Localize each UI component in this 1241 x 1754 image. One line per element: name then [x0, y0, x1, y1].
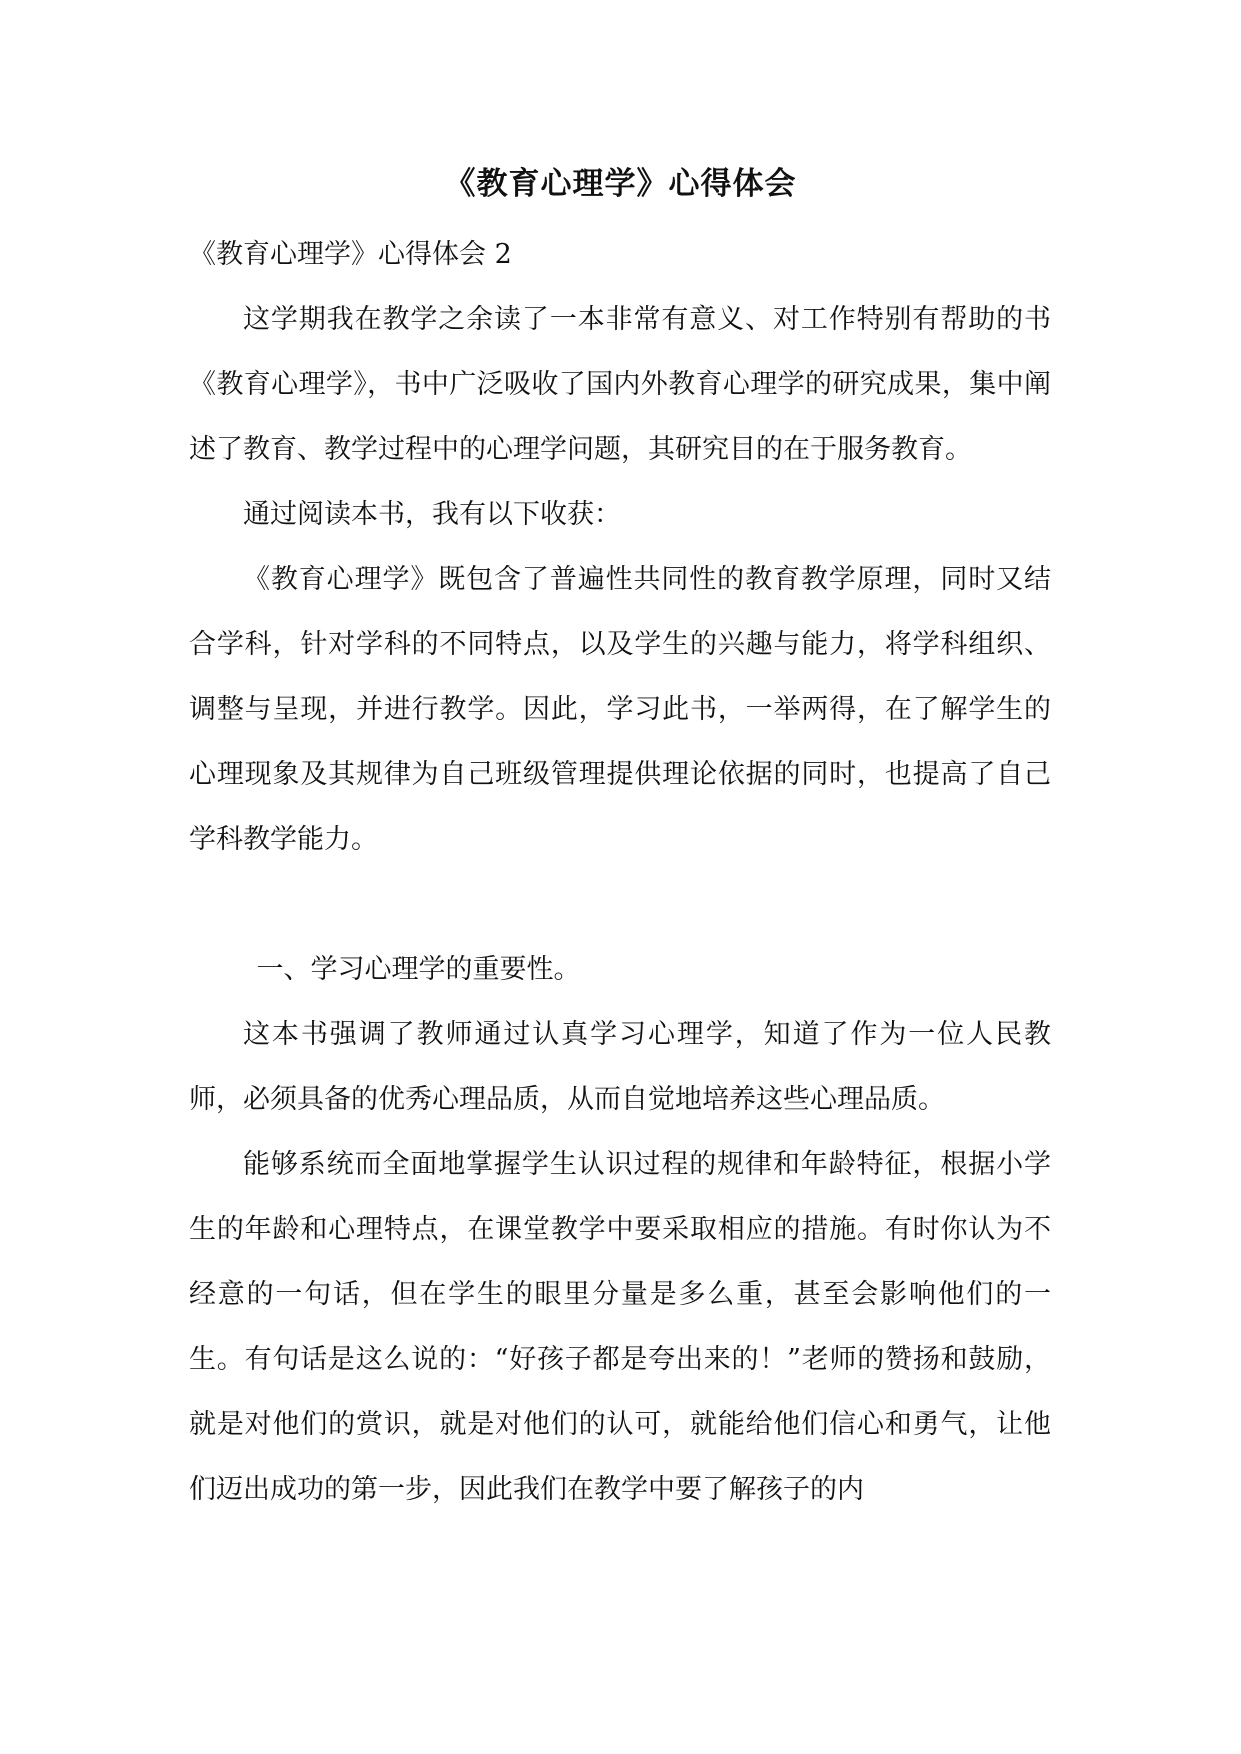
paragraph-teacher-quality: 这本书强调了教师通过认真学习心理学，知道了作为一位人民教师，必须具备的优秀心理品质，从而自觉地培养这些心理品质。 — [189, 1019, 1051, 1115]
blank-line — [189, 872, 1051, 937]
section-heading: 一、学习心理学的重要性。 — [256, 954, 581, 985]
paragraph-book-summary: 《教育心理学》既包含了普遍性共同性的教育教学原理，同时又结合学科，针对学科的不同特点，以及学生的兴趣与能力，将学科组织、调整与呈现，并进行教学。因此，学习此书，一举两得，在了解学生的心理现象及其规律为自己班级管理提供理论依据的同时，也提高了自己学科教学能力。 — [189, 564, 1051, 855]
document-subtitle: 《教育心理学》心得体会 2 — [189, 239, 512, 270]
document-body — [189, 222, 1051, 1522]
document-title: 《教育心理学》心得体会 — [444, 166, 797, 202]
paragraph-gains: 通过阅读本书，我有以下收获： — [243, 499, 621, 530]
paragraph-student-psychology: 能够系统而全面地掌握学生认识过程的规律和年龄特征，根据小学生的年龄和心理特点，在课堂教学中要采取相应的措施。有时你认为不经意的一句话，但在学生的眼里分量是多么重，甚至会影响他们的一生。有句话是这么说的：“好孩子都是夸出来的！”老师的赞扬和鼓励，就是对他们的赏识，就是对他们的认可，就能给他们信心和勇气，让他们迈出成功的第一步，因此我们在教学中要了解孩子的内 — [189, 1149, 1051, 1505]
paragraph-intro: 这学期我在教学之余读了一本非常有意义、对工作特别有帮助的书《教育心理学》，书中广泛吸收了国内外教育心理学的研究成果，集中阐述了教育、教学过程中的心理学问题，其研究目的在于服务教育。 — [189, 304, 1051, 465]
